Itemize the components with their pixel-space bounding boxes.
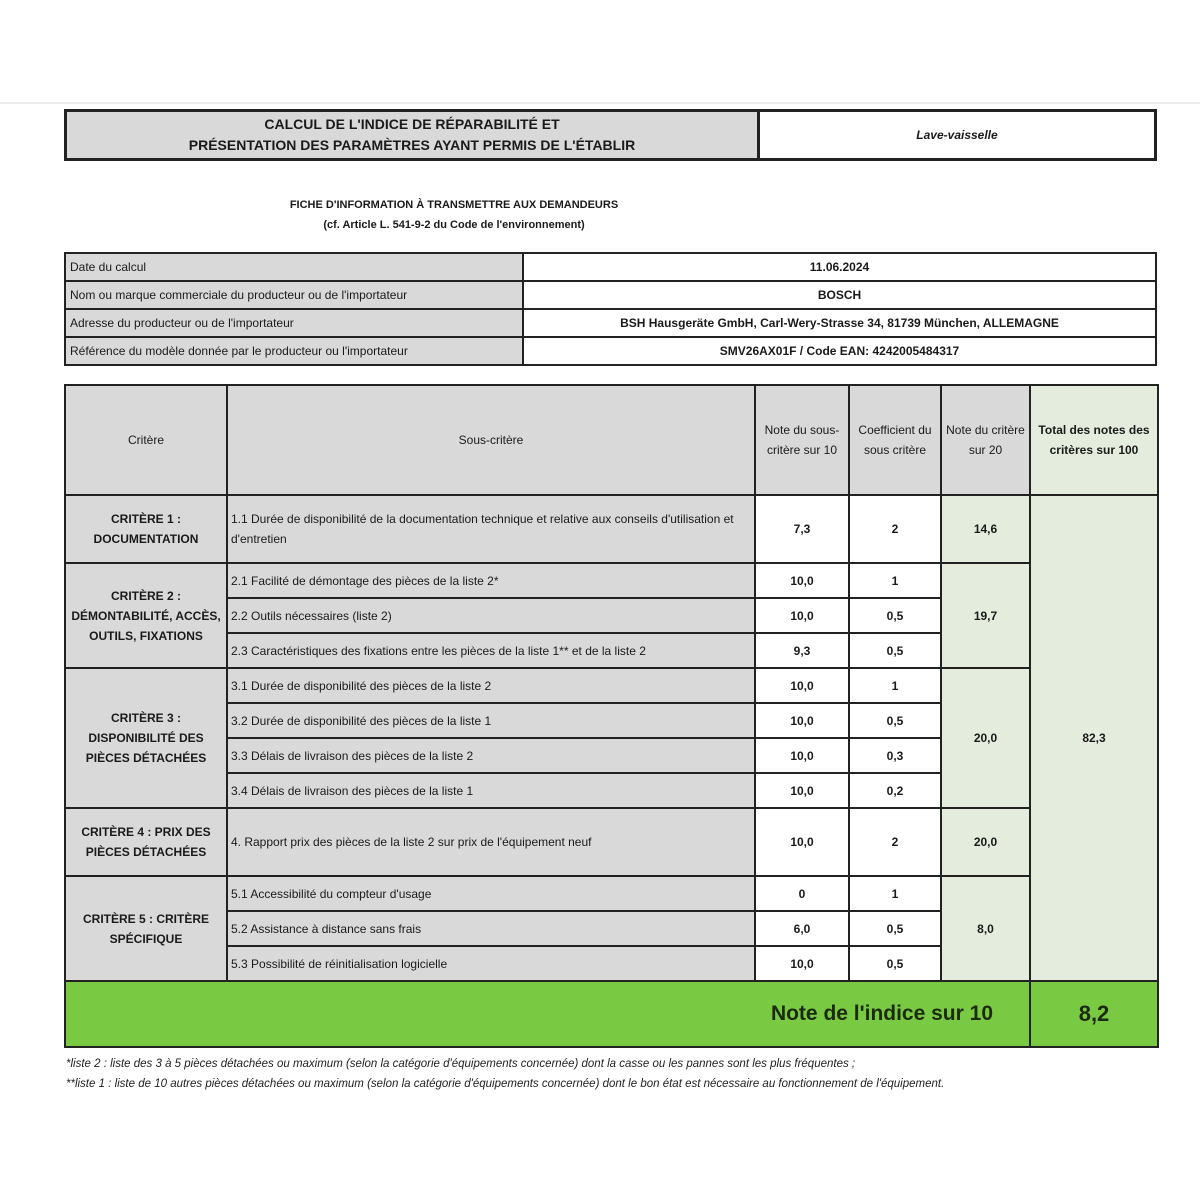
- criterion-5-note: 8,0: [941, 876, 1030, 981]
- info-value: SMV26AX01F / Code EAN: 4242005484317: [523, 337, 1156, 365]
- info-label: Référence du modèle donnée par le producteur ou l'importateur: [65, 337, 523, 365]
- info-value: BSH Hausgeräte GmbH, Carl-Wery-Strasse 34, 81739 München, ALLEMAGNE: [523, 309, 1156, 337]
- info-row-address: [65, 309, 1156, 337]
- info-label: Adresse du producteur ou de l'importateur: [65, 309, 523, 337]
- subcriterion-coef: 2: [849, 495, 941, 563]
- subcriterion-note: 10,0: [755, 703, 849, 738]
- criterion-2-note: 19,7: [941, 563, 1030, 668]
- subcriterion: 2.3 Caractéristiques des fixations entre les pièces de la liste 1** et de la liste 2: [227, 633, 755, 668]
- table-row: [65, 563, 1158, 598]
- title-line-1: CALCUL DE L'INDICE DE RÉPARABILITÉ ET: [264, 116, 560, 132]
- subcriterion-coef: 0,5: [849, 946, 941, 981]
- col-coefficient: Coefficient du sous critère: [849, 385, 941, 495]
- criterion-3-name: CRITÈRE 3 : DISPONIBILITÉ DES PIÈCES DÉTACHÉES: [65, 668, 227, 808]
- subcriterion: 3.1 Durée de disponibilité des pièces de la liste 2: [227, 668, 755, 703]
- subcriterion-coef: 2: [849, 808, 941, 876]
- table-row: [65, 876, 1158, 911]
- table-header-row: [65, 385, 1158, 495]
- col-note-sous-critere: Note du sous-critère sur 10: [755, 385, 849, 495]
- subcriterion-note: 7,3: [755, 495, 849, 563]
- subcriterion: 3.4 Délais de livraison des pièces de la liste 1: [227, 773, 755, 808]
- info-label: Nom ou marque commerciale du producteur ou de l'importateur: [65, 281, 523, 309]
- subcriterion: 1.1 Durée de disponibilité de la documentation technique et relative aux conseils d'utilisation et d'entretien: [227, 495, 755, 563]
- subcriterion: 2.1 Facilité de démontage des pièces de la liste 2*: [227, 563, 755, 598]
- subcriterion-coef: 1: [849, 563, 941, 598]
- subcriterion-note: 10,0: [755, 946, 849, 981]
- subcriterion: 2.2 Outils nécessaires (liste 2): [227, 598, 755, 633]
- subcriterion: 4. Rapport prix des pièces de la liste 2 sur prix de l'équipement neuf: [227, 808, 755, 876]
- info-row-date: [65, 253, 1156, 281]
- info-value: BOSCH: [523, 281, 1156, 309]
- final-score-row: [65, 981, 1158, 1047]
- info-value: 11.06.2024: [523, 253, 1156, 281]
- product-category: Lave-vaisselle: [916, 128, 998, 142]
- table-row: [65, 668, 1158, 703]
- criterion-3-note: 20,0: [941, 668, 1030, 808]
- subcriterion-coef: 0,2: [849, 773, 941, 808]
- criterion-4-name: CRITÈRE 4 : PRIX DES PIÈCES DÉTACHÉES: [65, 808, 227, 876]
- criterion-5-name: CRITÈRE 5 : CRITÈRE SPÉCIFIQUE: [65, 876, 227, 981]
- info-sheet-subtitle: [64, 195, 844, 235]
- final-score-value: 8,2: [1030, 981, 1158, 1047]
- producer-info-table: [64, 252, 1157, 366]
- subcriterion: 3.3 Délais de livraison des pièces de la liste 2: [227, 738, 755, 773]
- subcriterion-note: 10,0: [755, 598, 849, 633]
- subcriterion: 5.1 Accessibilité du compteur d'usage: [227, 876, 755, 911]
- info-row-reference: [65, 337, 1156, 365]
- col-critere: Critère: [65, 385, 227, 495]
- criterion-4-note: 20,0: [941, 808, 1030, 876]
- subcriterion-coef: 0,5: [849, 911, 941, 946]
- col-total: Total des notes des critères sur 100: [1030, 385, 1158, 495]
- total-score: 82,3: [1030, 495, 1158, 981]
- table-row: [65, 808, 1158, 876]
- document-header: [64, 109, 1157, 161]
- subcriterion-coef: 0,3: [849, 738, 941, 773]
- subtitle-line-2: (cf. Article L. 541-9-2 du Code de l'environnement): [323, 219, 585, 231]
- footnote-liste-2: *liste 2 : liste des 3 à 5 pièces détachées ou maximum (selon la catégorie d'équipements concernée) dont la casse ou les pannes sont les plus fréquentes ;: [66, 1058, 856, 1070]
- subcriterion-note: 10,0: [755, 773, 849, 808]
- subcriterion-note: 10,0: [755, 563, 849, 598]
- criterion-1-note: 14,6: [941, 495, 1030, 563]
- top-divider: [0, 102, 1200, 104]
- subcriterion-coef: 0,5: [849, 633, 941, 668]
- subcriterion-note: 6,0: [755, 911, 849, 946]
- document-title: [67, 112, 760, 158]
- title-line-2: PRÉSENTATION DES PARAMÈTRES AYANT PERMIS DE L'ÉTABLIR: [188, 137, 636, 153]
- subcriterion-coef: 0,5: [849, 703, 941, 738]
- subcriterion: 3.2 Durée de disponibilité des pièces de la liste 1: [227, 703, 755, 738]
- subcriterion-note: 9,3: [755, 633, 849, 668]
- subcriterion-coef: 0,5: [849, 598, 941, 633]
- subcriterion-note: 10,0: [755, 738, 849, 773]
- col-sous-critere: Sous-critère: [227, 385, 755, 495]
- subcriterion: 5.2 Assistance à distance sans frais: [227, 911, 755, 946]
- subcriterion-note: 10,0: [755, 808, 849, 876]
- repairability-table: [64, 384, 1159, 1048]
- col-note-critere: Note du critère sur 20: [941, 385, 1030, 495]
- subcriterion: 5.3 Possibilité de réinitialisation logicielle: [227, 946, 755, 981]
- table-row: [65, 495, 1158, 563]
- info-label: Date du calcul: [65, 253, 523, 281]
- subcriterion-coef: 1: [849, 668, 941, 703]
- subtitle-line-1: FICHE D'INFORMATION À TRANSMETTRE AUX DEMANDEURS: [289, 199, 619, 211]
- final-score-label: Note de l'indice sur 10: [65, 981, 1030, 1047]
- subcriterion-coef: 1: [849, 876, 941, 911]
- subcriterion-note: 0: [755, 876, 849, 911]
- criterion-2-name: CRITÈRE 2 : DÉMONTABILITÉ, ACCÈS, OUTILS, FIXATIONS: [65, 563, 227, 668]
- criterion-1-name: CRITÈRE 1 : DOCUMENTATION: [65, 495, 227, 563]
- subcriterion-note: 10,0: [755, 668, 849, 703]
- info-row-brand: [65, 281, 1156, 309]
- footnote-liste-1: **liste 1 : liste de 10 autres pièces détachées ou maximum (selon la catégorie d'équipements concernée) dont le bon état est nécessaire au fonctionnement de l'équipement.: [66, 1078, 945, 1090]
